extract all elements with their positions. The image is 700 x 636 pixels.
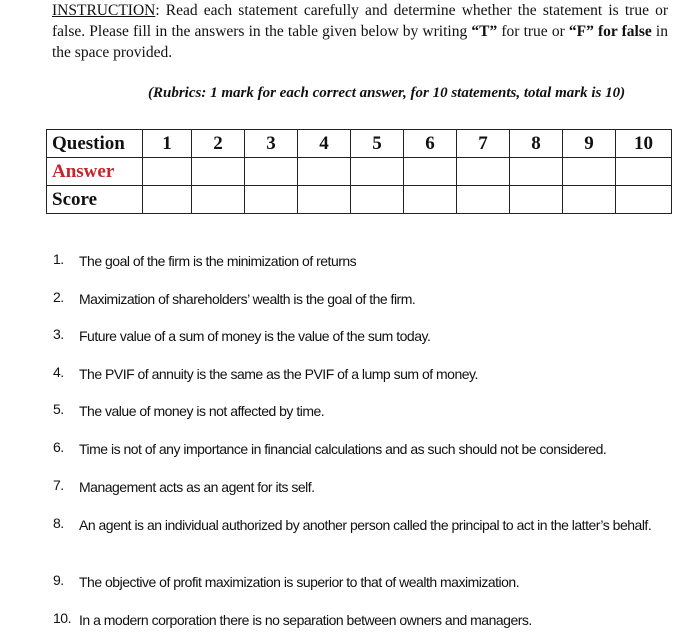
instruction-text-2: for true or — [497, 23, 569, 40]
score-cell[interactable] — [510, 186, 563, 214]
question-number: 4 — [298, 130, 351, 158]
statement-number: 5. — [53, 401, 64, 417]
statement-text: Management acts as an agent for its self. — [79, 479, 315, 495]
statement-item — [53, 572, 673, 592]
answer-cell[interactable] — [143, 158, 192, 186]
false-code: “F” for false — [568, 23, 652, 40]
statement-item — [53, 477, 673, 497]
statement-item — [53, 364, 673, 384]
statement-item — [53, 326, 673, 346]
score-cell[interactable] — [563, 186, 616, 214]
statement-number: 3. — [53, 326, 64, 342]
statement-number: 6. — [53, 439, 64, 455]
statement-text: Future value of a sum of money is the value of the sum today. — [79, 328, 431, 344]
statement-text: The PVIF of annuity is the same as the PVIF of a lump sum of money. — [79, 366, 478, 382]
instruction-text-3: in the space provided. — [52, 23, 668, 61]
answer-cell[interactable] — [457, 158, 510, 186]
answer-cell[interactable] — [404, 158, 457, 186]
score-label: Score — [47, 186, 143, 214]
statement-number: 9. — [53, 572, 64, 588]
statement-number: 7. — [53, 477, 64, 493]
question-row — [47, 130, 672, 158]
question-number: 1 — [143, 130, 192, 158]
question-number: 7 — [457, 130, 510, 158]
answer-table — [46, 129, 672, 214]
score-cell[interactable] — [192, 186, 245, 214]
statement-number: 2. — [53, 289, 64, 305]
answer-label: Answer — [47, 158, 143, 186]
statement-item — [53, 439, 673, 459]
answer-cell[interactable] — [298, 158, 351, 186]
statement-text: Maximization of shareholders’ wealth is the goal of the firm. — [79, 291, 416, 307]
score-cell[interactable] — [404, 186, 457, 214]
question-number: 8 — [510, 130, 563, 158]
instruction-label: INSTRUCTION — [52, 2, 156, 19]
statement-number: 10. — [53, 610, 71, 626]
answer-cell[interactable] — [616, 158, 672, 186]
true-code: “T” — [471, 23, 498, 40]
statement-number: 4. — [53, 364, 64, 380]
statement-item — [53, 610, 673, 630]
score-cell[interactable] — [457, 186, 510, 214]
statement-item — [53, 515, 673, 535]
question-number: 2 — [192, 130, 245, 158]
statement-text: The value of money is not affected by time. — [79, 403, 325, 419]
answer-cell[interactable] — [563, 158, 616, 186]
statement-number: 1. — [53, 251, 64, 267]
statement-item — [53, 251, 673, 271]
statement-item — [53, 401, 673, 421]
answer-row — [47, 158, 672, 186]
question-number: 5 — [351, 130, 404, 158]
answer-cell[interactable] — [351, 158, 404, 186]
instruction-text-1: : Read each statement carefully and determine whether the statement is true or false. Please fill in the answers in the table given below by writing — [52, 2, 668, 40]
question-label: Question — [47, 130, 143, 158]
rubric-note: (Rubrics: 1 mark for each correct answer, for 10 statements, total mark is 10) — [148, 85, 626, 101]
statement-text: In a modern corporation there is no separation between owners and managers. — [79, 612, 532, 628]
answer-cell[interactable] — [510, 158, 563, 186]
question-number: 9 — [563, 130, 616, 158]
instruction-paragraph — [52, 0, 668, 63]
statement-text: The goal of the firm is the minimization of returns — [79, 253, 357, 269]
statement-number: 8. — [53, 515, 64, 531]
score-cell[interactable] — [351, 186, 404, 214]
statement-item — [53, 289, 673, 309]
statement-text: An agent is an individual authorized by another person called the principal to act in the latter’s behalf. — [79, 517, 652, 533]
score-cell[interactable] — [298, 186, 351, 214]
answer-cell[interactable] — [245, 158, 298, 186]
question-number: 10 — [616, 130, 672, 158]
score-cell[interactable] — [143, 186, 192, 214]
statement-text: Time is not of any importance in financial calculations and as such should not be considered. — [79, 441, 607, 457]
score-cell[interactable] — [616, 186, 672, 214]
question-number: 6 — [404, 130, 457, 158]
score-cell[interactable] — [245, 186, 298, 214]
score-row — [47, 186, 672, 214]
question-number: 3 — [245, 130, 298, 158]
answer-cell[interactable] — [192, 158, 245, 186]
statement-text: The objective of profit maximization is superior to that of wealth maximization. — [79, 574, 520, 590]
